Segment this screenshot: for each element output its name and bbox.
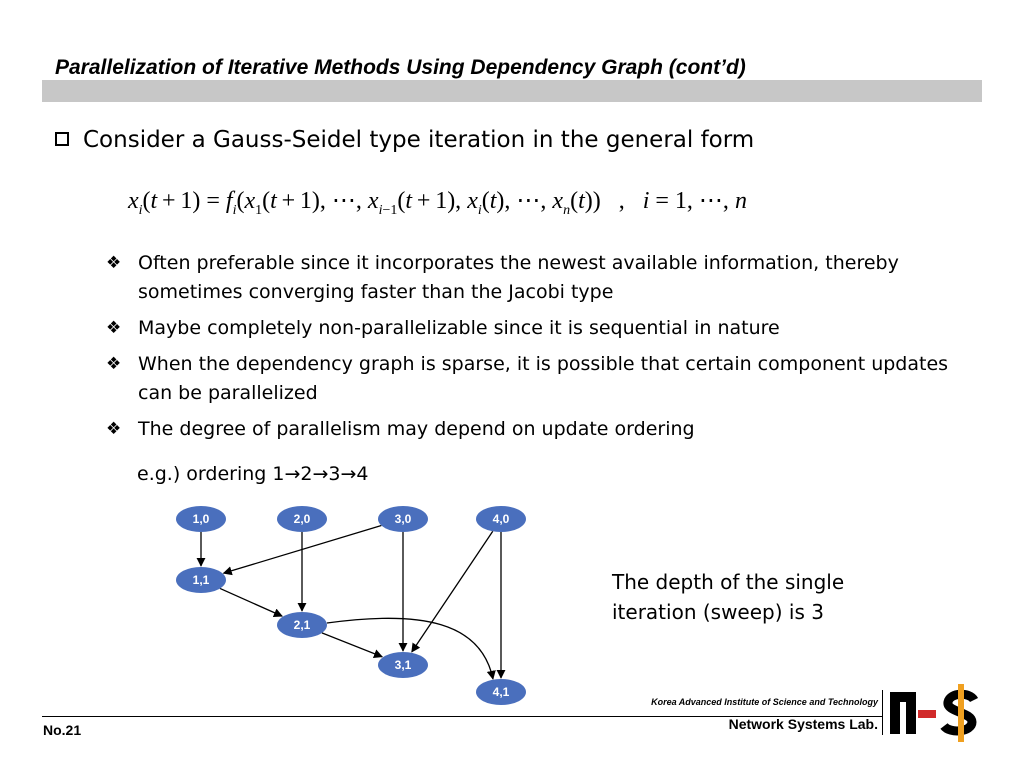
- graph-edges: [201, 526, 501, 679]
- graph-node-label: 2,1: [293, 618, 311, 632]
- diamond-bullet-icon: ❖: [106, 419, 122, 439]
- sub-bullet-text: The degree of parallelism may depend on update ordering: [138, 418, 695, 440]
- diamond-bullet-icon: ❖: [106, 253, 122, 273]
- depth-note: The depth of the single iteration (sweep) is 3: [612, 570, 845, 624]
- sub-bullet-text: Often preferable since it incorporates the newest available information, thereby sometimes converging faster than the Jacobi type: [138, 252, 899, 303]
- graph-edge: [322, 633, 382, 657]
- ordering-example: e.g.) ordering 1→2→3→4: [137, 463, 369, 485]
- graph-nodes: [176, 506, 526, 705]
- graph-edge: [412, 531, 493, 652]
- graph-edge: [220, 588, 282, 616]
- slide-title: Parallelization of Iterative Methods Using Dependency Graph (cont’d): [55, 56, 746, 79]
- diamond-bullet-icon: ❖: [106, 318, 122, 338]
- sub-bullet-text: Maybe completely non-parallelizable since it is sequential in nature: [138, 317, 780, 339]
- gauss-seidel-formula: $x_i(t + 1) = f_i(x_1(t + 1)$, ⋯, $x_{i-1}(t + 1)$, $x_i(t)$, ⋯, $x_n(t)$) , i = 1, ⋯, n: [128, 188, 747, 218]
- graph-node-label: 2,0: [293, 512, 311, 526]
- graph-node-label: 4,0: [492, 512, 510, 526]
- main-bullet-text: Consider a Gauss-Seidel type iteration in the general form: [83, 127, 755, 153]
- diamond-bullet-icon: ❖: [106, 354, 122, 374]
- sub-bullet-text: When the dependency graph is sparse, it is possible that certain component updates can be parallelized: [138, 353, 949, 404]
- footer-separator: [882, 690, 883, 735]
- page-number: No.21: [43, 722, 82, 738]
- graph-node-label: 1,0: [192, 512, 210, 526]
- ns-lab-logo-icon: [888, 682, 988, 742]
- lab-name: Network Systems Lab.: [728, 716, 878, 732]
- graph-node-label: 1,1: [192, 573, 210, 587]
- graph-node-label: 4,1: [492, 685, 510, 699]
- institution-name: Korea Advanced Institute of Science and Technology: [651, 697, 878, 707]
- graph-node-label: 3,0: [394, 512, 412, 526]
- graph-node-label: 3,1: [394, 658, 412, 672]
